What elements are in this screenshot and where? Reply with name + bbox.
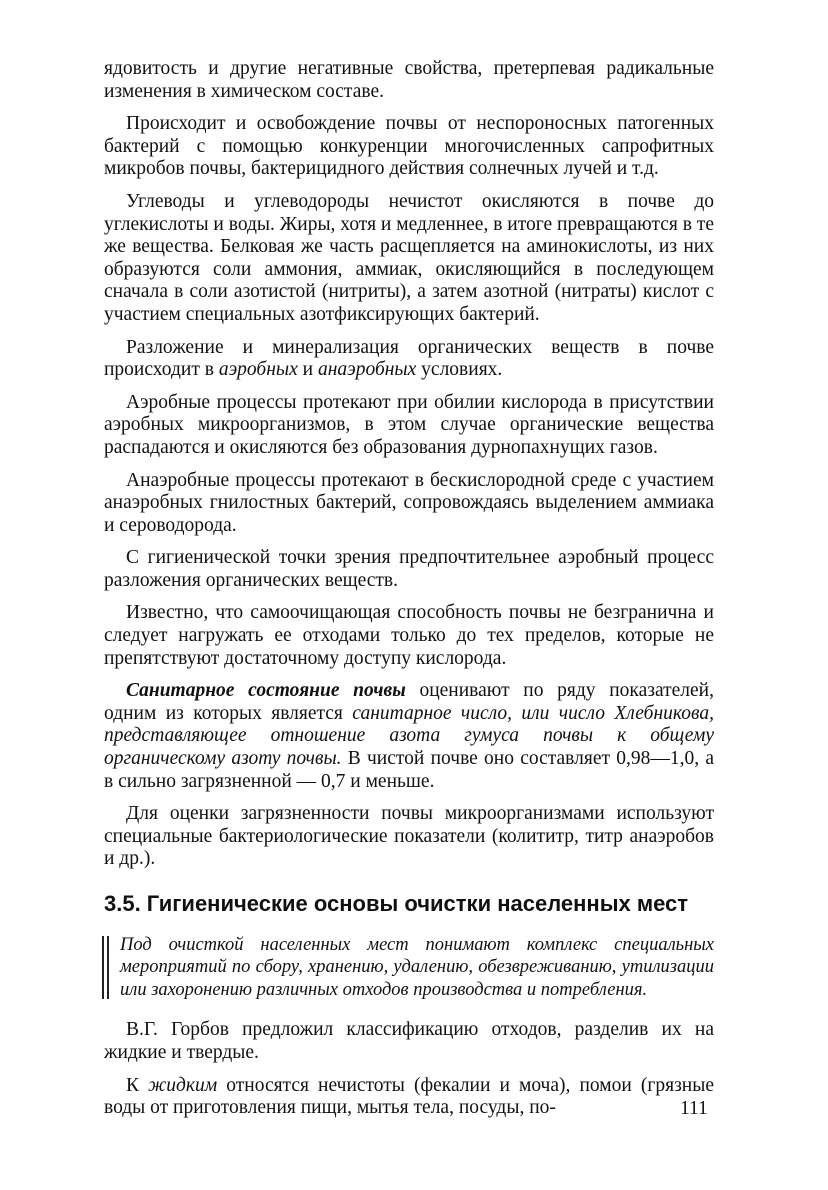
section-heading: 3.5. Гигиенические основы очистки населенных мест [104, 891, 689, 916]
paragraph-text: К [126, 1074, 149, 1096]
paragraph-text: В чистой почве оно составляет 0,98—1,0, а в сильно загрязненной — 0,7 и меньше. [104, 748, 714, 792]
paragraph: Для оценки загрязненности почвы микроорганизмами используют специальные бактериологические показатели (колититр, титр анаэробов и др.). [104, 803, 714, 870]
italic-term: аэробных [218, 359, 298, 381]
paragraph: Происходит и освобождение почвы от неспороносных патогенных бактерий с помощью конкуренции многочисленных сапрофитных микробов почвы, бактерицидного действия солнечных лучей и т.д. [104, 113, 714, 180]
definition-text: Под очисткой населенных мест понимают комплекс специальных мероприятий по сбору, хранению, удалению, обезвреживанию, утилизации или захоронению различных отходов производства и потребления. [120, 934, 714, 1000]
paragraph: ядовитость и другие негативные свойства, претерпевая радикальные изменения в химическом составе. [104, 58, 714, 102]
paragraph: Известно, что самоочищающая способность почвы не безгранична и следует нагружать ее отходами только до тех пределов, которые не препятствуют достаточному доступу кислорода. [104, 602, 714, 669]
paragraph: С гигиенической точки зрения предпочтительнее аэробный процесс разложения органических веществ. [104, 547, 714, 591]
page-content [104, 58, 714, 1130]
paragraph: Анаэробные процессы протекают в бескислородной среде с участием анаэробных гнилостных бактерий, сопровождаясь выделением аммиака и сероводорода. [104, 469, 714, 536]
margin-rule [102, 936, 104, 1000]
paragraph-text: оценивают по ряду показателей, одним из которых является [104, 680, 714, 724]
paragraph: Аэробные процессы протекают при обилии кислорода в присутствии аэробных микроорганизмов, в этом случае органические вещества распадаются и окисляются без образования дурнопахнущих газов. [104, 391, 714, 458]
paragraph: В.Г. Горбов предложил классификацию отходов, разделив их на жидкие и твердые. [104, 1019, 714, 1063]
definition-box [102, 934, 714, 1002]
paragraph [104, 337, 714, 382]
paragraph [104, 680, 714, 793]
paragraph-text: и [297, 359, 318, 381]
bold-italic-term: Санитарное состояние почвы [126, 680, 406, 702]
paragraph: Углеводы и углеводороды нечистот окисляются в почве до углекислоты и воды. Жиры, хотя и медленнее, в итоге превращаются в те же вещества. Белковая же часть расщепляется на аминокислоты, из них образуются соли аммония, аммиак, окисляющийся в последующем сначала в соли азотистой (нитриты), а затем азотной (нитраты) кислот с участием специальных азотфиксирующих бактерий. [104, 190, 714, 325]
paragraph-text: относятся нечистоты (фекалии и моча), помои (грязные воды от приготовления пищи, мытья тела, посуды, по- [104, 1074, 714, 1119]
page-number: 111 [680, 1098, 708, 1119]
paragraph [104, 1075, 714, 1120]
italic-term: анаэробных [317, 359, 417, 381]
italic-definition: санитарное число, или число Хлебникова, представляющее отношение азота гумуса почвы к общему органическому азоту почвы. [104, 702, 714, 770]
paragraph-text: условиях. [416, 359, 503, 381]
paragraph-text: Разложение и минерализация органических веществ в почве происходит в [104, 336, 714, 381]
italic-term: жидким [148, 1074, 218, 1096]
margin-rule [107, 936, 109, 1000]
